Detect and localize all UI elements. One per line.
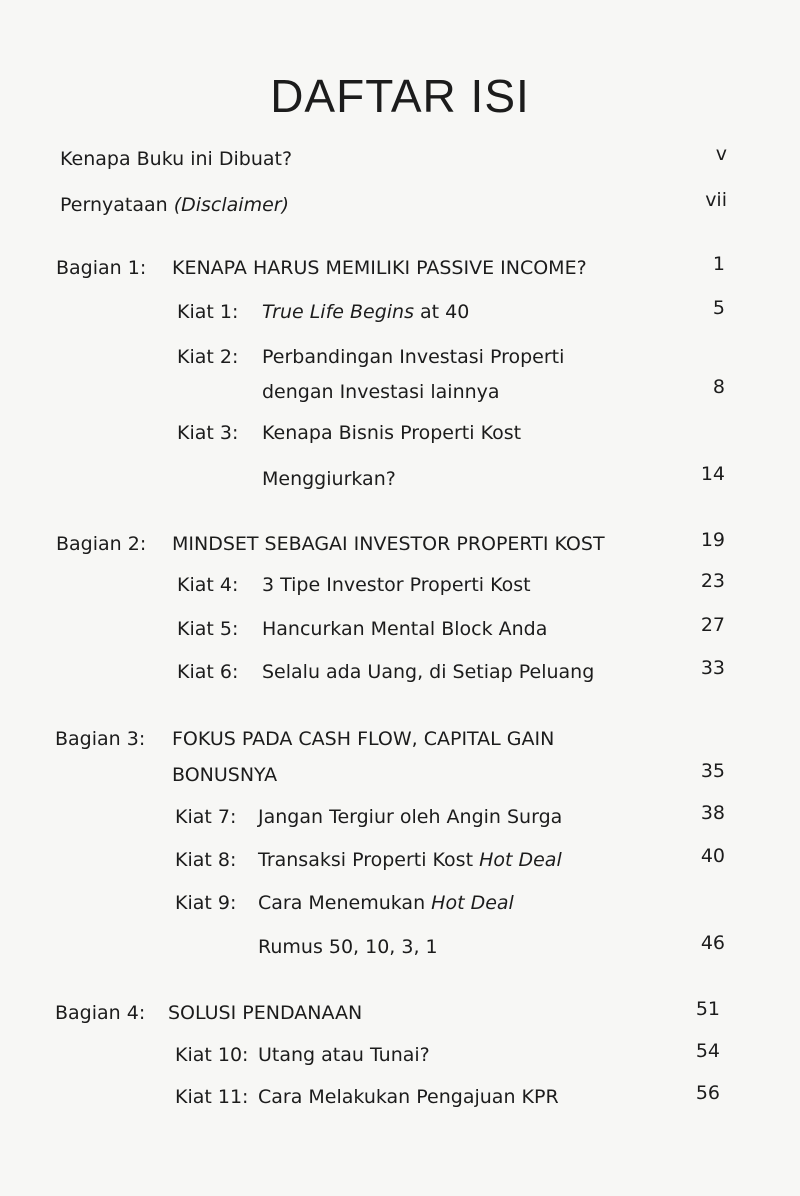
tip-label: Kiat 1: bbox=[177, 301, 239, 323]
toc-entry-tip-2[interactable]: Perbandingan Investasi Properti bbox=[262, 346, 565, 368]
toc-entry-tip-9-line2[interactable]: Rumus 50, 10, 3, 1 bbox=[258, 936, 438, 958]
toc-entry-tip-11[interactable]: Cara Melakukan Pengajuan KPR bbox=[258, 1086, 559, 1108]
tip-label: Kiat 10: bbox=[175, 1044, 249, 1066]
page-number: 5 bbox=[712, 297, 725, 319]
toc-entry-tip-4[interactable]: 3 Tipe Investor Properti Kost bbox=[262, 574, 531, 596]
toc-entry-tip-3-line2[interactable]: Menggiurkan? bbox=[262, 468, 396, 490]
page-number: 35 bbox=[700, 760, 725, 782]
part-label: Bagian 1: bbox=[56, 257, 147, 279]
tip-label: Kiat 5: bbox=[177, 618, 239, 640]
toc-entry-front-why[interactable]: Kenapa Buku ini Dibuat? bbox=[60, 148, 293, 170]
toc-entry-tip-8[interactable]: Transaksi Properti Kost Hot Deal bbox=[258, 849, 562, 871]
page-number: 8 bbox=[712, 376, 725, 398]
page-number: 27 bbox=[700, 614, 725, 636]
page-title: DAFTAR ISI bbox=[270, 69, 530, 122]
toc-entry-tip-9[interactable]: Cara Menemukan Hot Deal bbox=[258, 892, 514, 914]
tip-label: Kiat 6: bbox=[177, 661, 239, 683]
page-number: v bbox=[715, 143, 727, 165]
tip-label: Kiat 11: bbox=[175, 1086, 249, 1108]
toc-entry-part-3-line2[interactable]: BONUSNYA bbox=[172, 764, 278, 786]
toc-entry-tip-2-line2[interactable]: dengan Investasi lainnya bbox=[262, 381, 500, 403]
toc-entry-part-2[interactable]: MINDSET SEBAGAI INVESTOR PROPERTI KOST bbox=[172, 533, 605, 555]
tip-label: Kiat 3: bbox=[177, 422, 239, 444]
toc-entry-part-3[interactable]: FOKUS PADA CASH FLOW, CAPITAL GAIN bbox=[172, 728, 555, 750]
toc-entry-tip-10[interactable]: Utang atau Tunai? bbox=[258, 1044, 430, 1066]
page-number: 33 bbox=[700, 657, 725, 679]
page-number: 46 bbox=[700, 932, 725, 954]
tip-label: Kiat 2: bbox=[177, 346, 239, 368]
page-number: 54 bbox=[695, 1040, 720, 1062]
page-number: 1 bbox=[712, 253, 725, 275]
tip-label: Kiat 7: bbox=[175, 806, 237, 828]
toc-entry-tip-6[interactable]: Selalu ada Uang, di Setiap Peluang bbox=[262, 661, 595, 683]
tip-label: Kiat 4: bbox=[177, 574, 239, 596]
part-label: Bagian 4: bbox=[55, 1002, 146, 1024]
toc-entry-part-4[interactable]: SOLUSI PENDANAAN bbox=[168, 1002, 363, 1024]
page-number: vii bbox=[705, 189, 727, 211]
tip-label: Kiat 9: bbox=[175, 892, 237, 914]
page-number: 56 bbox=[695, 1082, 720, 1104]
page-number: 38 bbox=[700, 802, 725, 824]
page-number: 19 bbox=[700, 529, 725, 551]
part-label: Bagian 3: bbox=[55, 728, 146, 750]
toc-entry-tip-3[interactable]: Kenapa Bisnis Properti Kost bbox=[262, 422, 522, 444]
toc-entry-part-1[interactable]: KENAPA HARUS MEMILIKI PASSIVE INCOME? bbox=[172, 257, 587, 279]
page-number: 14 bbox=[700, 463, 725, 485]
tip-label: Kiat 8: bbox=[175, 849, 237, 871]
toc-entry-tip-7[interactable]: Jangan Tergiur oleh Angin Surga bbox=[258, 806, 563, 828]
page-number: 40 bbox=[700, 845, 725, 867]
part-label: Bagian 2: bbox=[56, 533, 147, 555]
toc-entry-front-disclaimer[interactable]: Pernyataan (Disclaimer) bbox=[60, 194, 289, 216]
page-number: 51 bbox=[695, 998, 720, 1020]
toc-entry-tip-1[interactable]: True Life Begins at 40 bbox=[262, 301, 470, 323]
toc-entry-tip-5[interactable]: Hancurkan Mental Block Anda bbox=[262, 618, 548, 640]
page-number: 23 bbox=[700, 570, 725, 592]
